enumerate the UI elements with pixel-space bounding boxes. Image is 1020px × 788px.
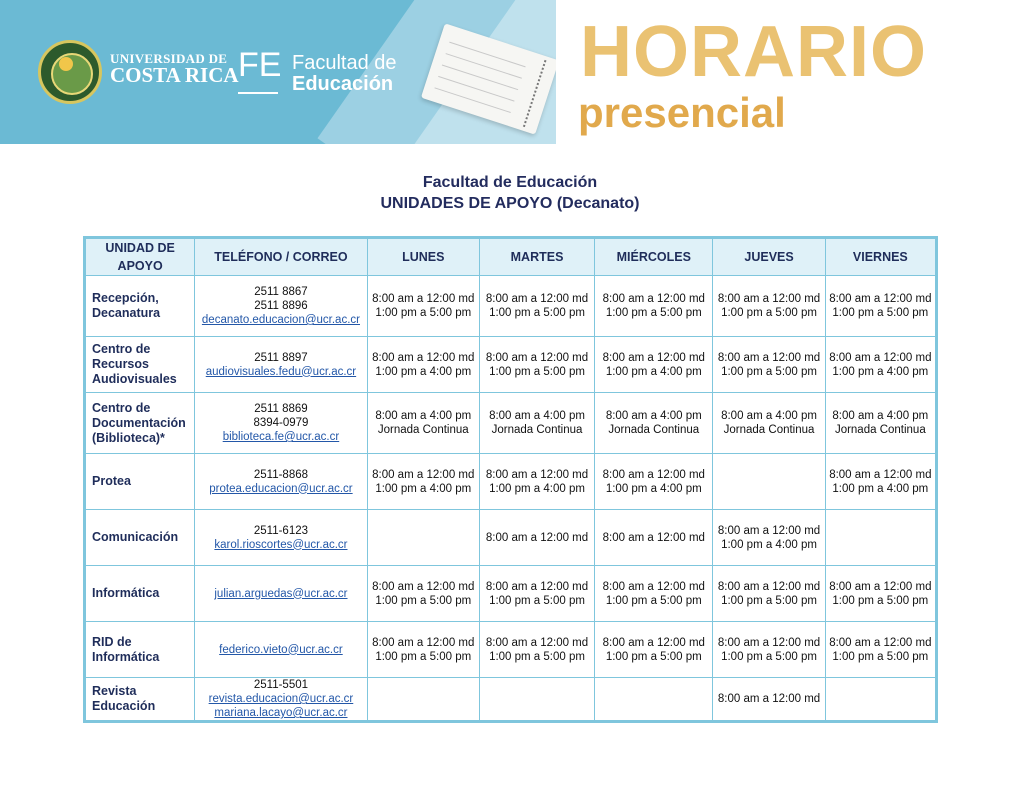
schedule-cell-thursday: [713, 276, 825, 337]
header-monday: LUNES: [367, 238, 479, 276]
email-link[interactable]: decanato.educacion@ucr.ac.cr: [201, 314, 360, 326]
schedule-time: 8:00 am a 12:00 md: [372, 636, 475, 649]
schedule-cell-thursday: [713, 393, 825, 454]
schedule-cell-thursday: [713, 454, 825, 510]
phone-number: 2511 8869: [254, 403, 308, 415]
schedule-cell-monday: [367, 393, 479, 454]
schedule-cell-monday: [367, 276, 479, 337]
schedule-time: 8:00 am a 12:00 md: [485, 531, 589, 544]
schedule-cell-tuesday: [479, 566, 594, 622]
unit-name-line: Audiovisuales: [92, 372, 177, 386]
page-heading: Facultad de Educación: [422, 174, 598, 191]
schedule-cell-wednesday: [595, 276, 713, 337]
phone-number: 2511-8868: [253, 468, 309, 481]
schedule-cell-wednesday: [595, 393, 713, 454]
schedule-cell-friday: [825, 276, 936, 337]
schedule-time: 8:00 am a 12:00 md: [602, 468, 705, 481]
table-row: [85, 510, 937, 566]
schedule-time: 1:00 pm a 5:00 pm: [721, 365, 817, 378]
schedule-time: 8:00 am a 12:00 md: [717, 293, 821, 305]
email-link[interactable]: biblioteca.fe@ucr.ac.cr: [222, 431, 340, 443]
schedule-cell-thursday: [713, 678, 825, 722]
schedule-time: 8:00 am a 12:00 md: [829, 468, 932, 481]
page-subheading: UNIDADES DE APOYO (Decanato): [380, 195, 640, 212]
schedule-time: 1:00 pm a 5:00 pm: [721, 307, 817, 319]
faculty-name-line1: Facultad de: [292, 52, 397, 74]
schedule-cell-wednesday: [595, 566, 713, 622]
schedule-time: 1:00 pm a 4:00 pm: [832, 365, 929, 378]
schedule-cell-thursday: [713, 510, 825, 566]
schedule-cell-monday: [367, 566, 479, 622]
unit-name-line: Recepción,: [92, 291, 159, 305]
schedule-time: 8:00 am a 12:00 md: [717, 524, 821, 537]
schedule-cell-monday: [367, 622, 479, 678]
table-row: [85, 622, 937, 678]
schedule-time: 8:00 am a 4:00 pm: [721, 410, 817, 422]
faculty-name-line2: Educación: [292, 73, 394, 95]
header-banner: [0, 0, 556, 144]
faculty-logo-text: [292, 53, 397, 95]
header-tuesday: MARTES: [479, 238, 594, 276]
phone-number: 2511 8897: [254, 351, 308, 364]
header-unit: UNIDAD DE APOYO: [85, 238, 195, 276]
schedule-time: 8:00 am a 4:00 pm: [832, 410, 929, 422]
schedule-cell-friday: [825, 510, 936, 566]
unit-name-line: Comunicación: [92, 530, 179, 544]
schedule-cell-friday: [825, 454, 936, 510]
unit-name-line: Documentación: [92, 415, 186, 430]
schedule-cell-tuesday: [479, 393, 594, 454]
schedule-time: 8:00 am a 12:00 md: [717, 693, 821, 705]
schedule-time: 8:00 am a 12:00 md: [602, 636, 705, 649]
unit-name-cell: [85, 566, 195, 622]
schedule-time: 8:00 am a 12:00 md: [717, 351, 821, 364]
schedule-time: 1:00 pm a 5:00 pm: [489, 594, 585, 607]
unit-name-line: RID de: [92, 634, 132, 649]
schedule-time: 1:00 pm a 5:00 pm: [832, 307, 929, 319]
header-thursday: JUEVES: [713, 238, 825, 276]
schedule-time: 8:00 am a 12:00 md: [602, 293, 705, 305]
schedule-cell-thursday: [713, 566, 825, 622]
schedule-time: 1:00 pm a 4:00 pm: [375, 482, 472, 495]
schedule-cell-monday: [367, 454, 479, 510]
unit-name-line: Informática: [92, 586, 160, 600]
seal-inner: [51, 53, 93, 95]
email-link[interactable]: julian.arguedas@ucr.ac.cr: [214, 587, 348, 600]
header-friday: VIERNES: [825, 238, 936, 276]
schedule-time: 8:00 am a 12:00 md: [602, 580, 705, 593]
schedule-cell-thursday: [713, 337, 825, 393]
phone-number: 8394-0979: [253, 417, 309, 429]
university-logo-text: [110, 52, 239, 86]
schedule-cell-monday: [367, 678, 479, 722]
schedule-time: 1:00 pm a 5:00 pm: [721, 650, 817, 663]
faculty-mark-underline: [238, 92, 278, 94]
schedule-cell-wednesday: [595, 337, 713, 393]
schedule-time: 8:00 am a 12:00 md: [829, 351, 932, 364]
email-link[interactable]: revista.educacion@ucr.ac.cr: [208, 693, 354, 705]
schedule-time: Jornada Continua: [723, 424, 815, 436]
email-link[interactable]: audiovisuales.fedu@ucr.ac.cr: [205, 365, 357, 378]
table-row: [85, 393, 937, 454]
table-row: [85, 276, 937, 337]
schedule-time: 1:00 pm a 5:00 pm: [605, 594, 702, 607]
table-row: [85, 454, 937, 510]
schedule-time: 1:00 pm a 4:00 pm: [832, 482, 929, 495]
schedule-time: 1:00 pm a 5:00 pm: [375, 307, 472, 319]
schedule-cell-wednesday: [595, 454, 713, 510]
schedule-time: 1:00 pm a 4:00 pm: [605, 365, 702, 378]
schedule-time: 8:00 am a 4:00 pm: [375, 410, 472, 422]
contact-cell: [195, 337, 367, 393]
contact-cell: [195, 393, 367, 454]
contact-cell: [195, 276, 367, 337]
schedule-time: 8:00 am a 12:00 md: [717, 580, 821, 593]
title-horario: HORARIO: [580, 12, 927, 92]
schedule-time: 8:00 am a 12:00 md: [485, 293, 589, 305]
schedule-time: Jornada Continua: [491, 424, 583, 436]
schedule-time: 8:00 am a 12:00 md: [485, 468, 589, 481]
schedule-time: 1:00 pm a 5:00 pm: [832, 650, 929, 663]
schedule-cell-friday: [825, 337, 936, 393]
schedule-time: 1:00 pm a 5:00 pm: [605, 307, 702, 319]
unit-name-cell: [85, 622, 195, 678]
schedule-time: 8:00 am a 12:00 md: [372, 351, 475, 364]
unit-name-cell: [85, 276, 195, 337]
contact-cell: [195, 678, 367, 722]
schedule-time: 8:00 am a 12:00 md: [372, 468, 475, 481]
schedule-time: 8:00 am a 12:00 md: [485, 636, 589, 649]
schedule-cell-tuesday: [479, 454, 594, 510]
header-wednesday: MIÉRCOLES: [595, 238, 713, 276]
schedule-time: 8:00 am a 12:00 md: [372, 580, 475, 593]
university-seal-icon: [38, 40, 102, 104]
schedule-time: 1:00 pm a 5:00 pm: [605, 650, 702, 663]
unit-name-cell: [85, 393, 195, 454]
schedule-time: 1:00 pm a 5:00 pm: [489, 307, 585, 319]
schedule-cell-tuesday: [479, 510, 594, 566]
notebook-line: [442, 65, 518, 91]
unit-name-line: Centro de: [92, 400, 151, 415]
schedule-time: 8:00 am a 12:00 md: [829, 636, 932, 649]
schedule-time: 8:00 am a 12:00 md: [602, 531, 705, 544]
schedule-time: Jornada Continua: [834, 424, 926, 436]
schedule-time: 1:00 pm a 5:00 pm: [375, 650, 472, 663]
schedule-cell-monday: [367, 337, 479, 393]
unit-name-line: Protea: [92, 474, 131, 488]
phone-number: 2511 8867: [254, 286, 308, 298]
university-name-line1: UNIVERSIDAD DE: [110, 51, 228, 66]
schedule-time: 1:00 pm a 5:00 pm: [832, 594, 929, 607]
unit-name-line: Revista: [92, 684, 137, 698]
schedule-time: 1:00 pm a 5:00 pm: [721, 594, 817, 607]
contact-cell: [195, 510, 367, 566]
schedule-cell-wednesday: [595, 678, 713, 722]
notebook-line: [438, 76, 514, 102]
unit-name-cell: [85, 678, 195, 722]
unit-name-cell: [85, 337, 195, 393]
email-link[interactable]: federico.vieto@ucr.ac.cr: [219, 643, 343, 656]
title-presencial: presencial: [578, 89, 786, 136]
schedule-time: 1:00 pm a 4:00 pm: [375, 365, 472, 378]
schedule-cell-friday: [825, 622, 936, 678]
schedule-time: 8:00 am a 12:00 md: [829, 293, 932, 305]
schedule-cell-monday: [367, 510, 479, 566]
schedule-time: 8:00 am a 12:00 md: [485, 351, 589, 364]
unit-name-line: Informática: [92, 649, 160, 664]
schedule-time: Jornada Continua: [608, 424, 700, 436]
phone-number: 2511-6123: [253, 524, 309, 537]
unit-name-cell: [85, 454, 195, 510]
unit-name-line: Educación: [92, 699, 156, 713]
phone-number: 2511-5501: [253, 679, 309, 691]
schedule-time: 8:00 am a 12:00 md: [485, 580, 589, 593]
schedule-cell-tuesday: [479, 276, 594, 337]
schedule-time: 8:00 am a 12:00 md: [717, 636, 821, 649]
table-row: [85, 566, 937, 622]
schedule-cell-wednesday: [595, 622, 713, 678]
schedule-time: 1:00 pm a 5:00 pm: [489, 365, 585, 378]
seal-sun: [59, 57, 73, 71]
contact-cell: [195, 566, 367, 622]
contact-cell: [195, 622, 367, 678]
table-header-row: [85, 238, 937, 276]
schedule-time: 8:00 am a 12:00 md: [372, 293, 475, 305]
schedule-time: 1:00 pm a 5:00 pm: [489, 650, 585, 663]
unit-name-line: Decanatura: [92, 306, 161, 320]
unit-name-line: (Biblioteca)*: [92, 430, 165, 445]
schedule-time: 1:00 pm a 4:00 pm: [721, 538, 817, 551]
schedule-time: 1:00 pm a 5:00 pm: [375, 594, 472, 607]
faculty-monogram: [238, 48, 281, 82]
schedule-cell-tuesday: [479, 622, 594, 678]
unit-name-cell: [85, 510, 195, 566]
schedule-time: 1:00 pm a 4:00 pm: [489, 482, 585, 495]
schedule-cell-friday: [825, 393, 936, 454]
unit-name-line: Centro de: [92, 342, 151, 356]
email-link[interactable]: protea.educacion@ucr.ac.cr: [209, 482, 353, 495]
schedule-body: [85, 276, 937, 722]
table-row: [85, 337, 937, 393]
schedule-cell-tuesday: [479, 678, 594, 722]
notebook-line: [446, 53, 522, 79]
email-link[interactable]: karol.rioscortes@ucr.ac.cr: [214, 538, 348, 551]
header-contact: TELÉFONO / CORREO: [195, 238, 367, 276]
schedule-time: 8:00 am a 12:00 md: [602, 351, 705, 364]
table-row: [85, 678, 937, 722]
schedule-cell-friday: [825, 566, 936, 622]
schedule-table: [83, 236, 938, 723]
schedule-cell-friday: [825, 678, 936, 722]
faculty-mark-text: FE: [238, 46, 282, 84]
schedule-time: 8:00 am a 4:00 pm: [605, 410, 702, 422]
schedule-cell-tuesday: [479, 337, 594, 393]
schedule-cell-thursday: [713, 622, 825, 678]
schedule-time: 1:00 pm a 4:00 pm: [605, 482, 702, 495]
notebook-line: [449, 42, 525, 68]
phone-number: 2511 8896: [254, 300, 308, 312]
schedule-cell-wednesday: [595, 510, 713, 566]
schedule-time: 8:00 am a 12:00 md: [829, 580, 932, 593]
schedule-time: 8:00 am a 4:00 pm: [489, 410, 585, 422]
unit-name-line: Recursos: [92, 357, 149, 371]
email-link[interactable]: mariana.lacayo@ucr.ac.cr: [214, 707, 348, 719]
university-name-line2: COSTA RICA: [110, 63, 239, 87]
contact-cell: [195, 454, 367, 510]
schedule-time: Jornada Continua: [377, 424, 469, 436]
